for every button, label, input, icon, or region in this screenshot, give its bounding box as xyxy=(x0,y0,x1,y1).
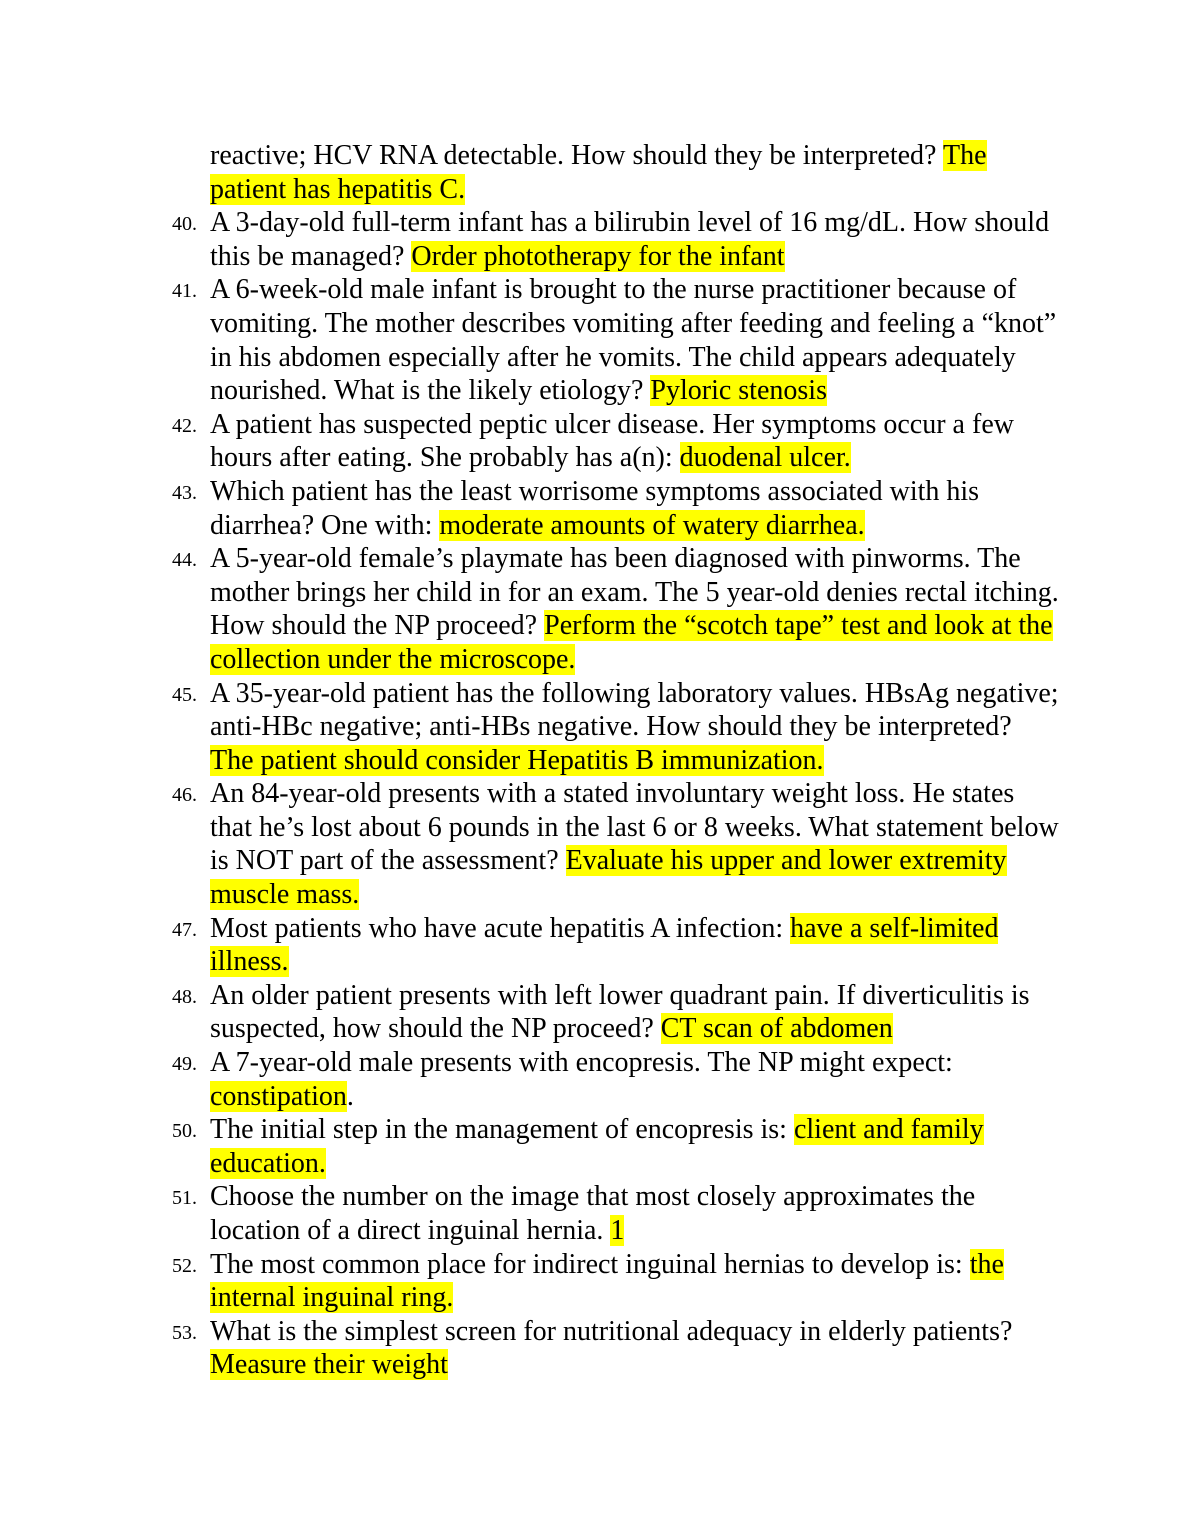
list-item-53 xyxy=(172,1315,1060,1382)
highlighted-answer: have a self-limited illness. xyxy=(210,912,999,978)
item-number: 43. xyxy=(172,481,197,504)
highlighted-answer: Evaluate his upper and lower extremity muscle mass. xyxy=(210,845,1007,911)
highlighted-answer: CT scan of abdomen xyxy=(660,1013,893,1045)
question-text: The initial step in the management of encopresis is: xyxy=(210,1114,794,1146)
list-item-48 xyxy=(172,979,1060,1046)
list-item-44 xyxy=(172,542,1060,676)
question-text: Which patient has the least worrisome symptoms associated with his diarrhea? One with: xyxy=(210,475,980,541)
item-number: 53. xyxy=(172,1321,197,1344)
list-item-50 xyxy=(172,1113,1060,1180)
highlighted-answer: The patient should consider Hepatitis B immunization. xyxy=(210,744,824,776)
list-item-51 xyxy=(172,1180,1060,1247)
item-number: 52. xyxy=(172,1254,197,1277)
list-item-49 xyxy=(172,1046,1060,1113)
question-text: An older patient presents with left lower quadrant pain. If diverticulitis is suspected, how should the NP proceed? xyxy=(210,979,1030,1045)
question-text: Most patients who have acute hepatitis A infection: xyxy=(210,912,791,944)
item-number: 47. xyxy=(172,918,197,941)
item-number: 46. xyxy=(172,784,197,807)
question-text: An 84-year-old presents with a stated involuntary weight loss. He states that he’s lost about 6 pounds in the last 6 or 8 weeks. What statement below is NOT part of the assessment? xyxy=(210,778,1059,877)
highlighted-answer: Order phototherapy for the infant xyxy=(411,240,785,272)
question-text: What is the simplest screen for nutritional adequacy in elderly patients? xyxy=(210,1315,1013,1347)
highlighted-answer: the internal inguinal ring. xyxy=(210,1248,1004,1314)
item-number: 50. xyxy=(172,1120,197,1143)
question-list xyxy=(172,139,1060,1382)
highlighted-answer: The patient has hepatitis C. xyxy=(210,140,987,205)
item-number: 45. xyxy=(172,683,197,706)
list-item-52 xyxy=(172,1248,1060,1315)
item-number: 40. xyxy=(172,213,197,236)
list-item-42 xyxy=(172,408,1060,475)
list-item-40 xyxy=(172,206,1060,273)
question-text: reactive; HCV RNA detectable. How should they be interpreted? xyxy=(210,140,943,171)
question-text: A 6-week-old male infant is brought to the nurse practitioner because of vomiting. The mother describes vomiting after feeding and feeling a “knot” in his abdomen especially after he vomits. The child appears adequately nourished. What is the likely etiology? xyxy=(210,274,1057,407)
trailing-punctuation: . xyxy=(346,1080,354,1112)
list-item-47 xyxy=(172,912,1060,979)
question-text: A 7-year-old male presents with encopresis. The NP might expect: xyxy=(210,1047,953,1079)
list-item-41 xyxy=(172,273,1060,407)
highlighted-answer: 1 xyxy=(610,1215,625,1246)
highlighted-answer: Perform the “scotch tape” test and look at the collection under the microscope. xyxy=(210,610,1053,675)
list-item-46 xyxy=(172,777,1060,911)
highlighted-answer: constipation xyxy=(210,1080,347,1112)
item-number: 49. xyxy=(172,1053,197,1076)
question-text: The most common place for indirect inguinal hernias to develop is: xyxy=(210,1248,970,1280)
highlighted-answer: Pyloric stenosis xyxy=(650,375,827,407)
list-item-39-continued xyxy=(210,139,1060,206)
item-number: 42. xyxy=(172,414,197,437)
item-number: 48. xyxy=(172,985,197,1008)
highlighted-answer: client and family education. xyxy=(210,1114,984,1179)
list-item-43 xyxy=(172,475,1060,542)
highlighted-answer: Measure their weight xyxy=(210,1349,448,1381)
highlighted-answer: duodenal ulcer. xyxy=(679,442,851,474)
highlighted-answer: moderate amounts of watery diarrhea. xyxy=(439,509,865,541)
item-number: 41. xyxy=(172,280,197,303)
item-number: 44. xyxy=(172,549,197,572)
question-text: A patient has suspected peptic ulcer disease. Her symptoms occur a few hours after eating. She probably has a(n): xyxy=(210,408,1014,474)
item-number: 51. xyxy=(172,1187,197,1210)
question-text: A 3-day-old full-term infant has a bilirubin level of 16 mg/dL. How should this be managed? xyxy=(210,207,1050,272)
question-text: A 35-year-old patient has the following laboratory values. HBsAg negative; anti-HBc negative; anti-HBs negative. How should they be interpreted? xyxy=(210,677,1059,743)
question-text: A 5-year-old female’s playmate has been diagnosed with pinworms. The mother brings her child in for an exam. The 5 year-old denies rectal itching. How should the NP proceed? xyxy=(210,543,1059,642)
list-item-45 xyxy=(172,677,1060,778)
question-text: Choose the number on the image that most closely approximates the location of a direct inguinal hernia. xyxy=(210,1181,976,1246)
